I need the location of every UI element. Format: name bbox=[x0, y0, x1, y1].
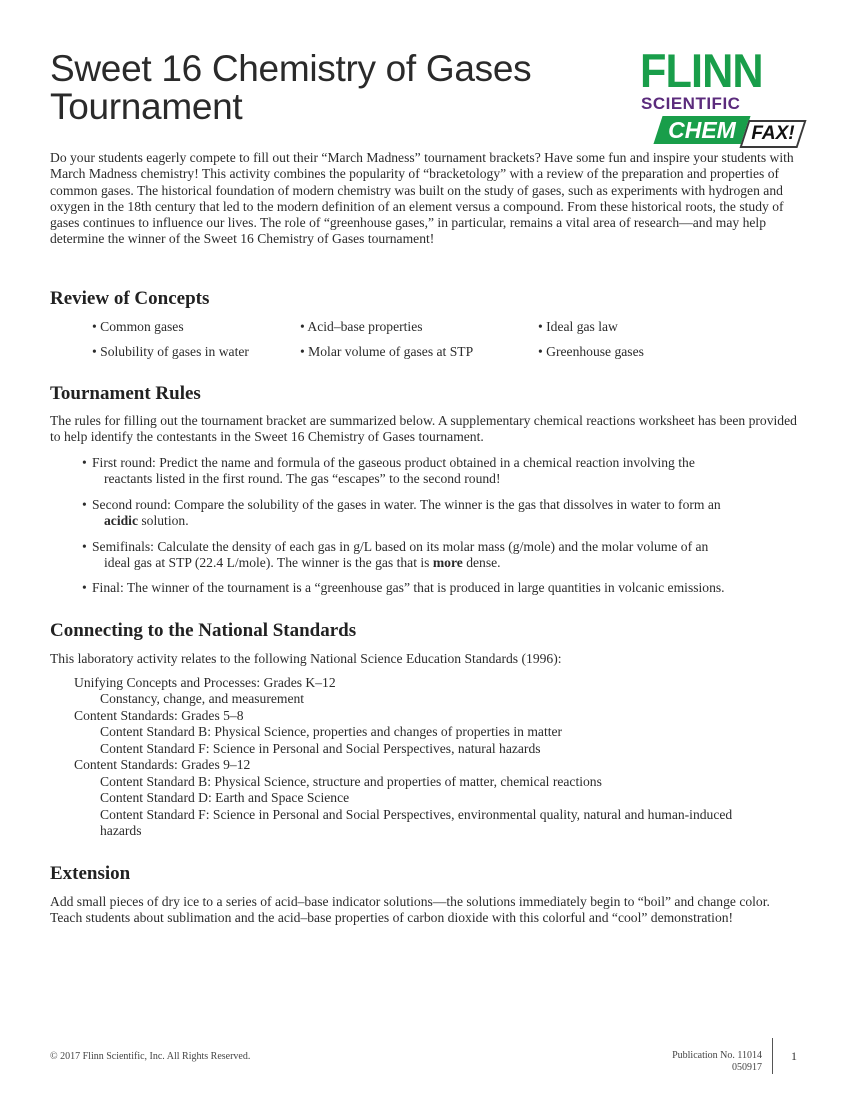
footer-divider bbox=[772, 1038, 773, 1074]
bullet: • bbox=[82, 539, 87, 554]
standard-line: Content Standards: Grades 9–12 bbox=[74, 757, 251, 772]
rule-line: Semifinals: Calculate the density of each gas in g/L based on its molar mass (g/mole) and the molar volume of an bbox=[92, 539, 709, 554]
intro-paragraph: Do your students eagerly compete to fill out their “March Madness” tournament brackets? Have some fun and inspire your students with March Madness chemistry! This activity combines the popularity of “bracketology” with a review of the preparation and properties of common gases. The historical foundation of modern chemistry was built on the study of gases, such as experiments with hydrogen and oxygen in the 18th century that led to the modern definition of an element versus a compound. From these historical roots, the study of gases continues to influence our lives. The role of “greenhouse gases,” in particular, remains a vital area of research—and may help determine the winner of the Sweet 16 Chemistry of Gases tournament! bbox=[50, 150, 794, 247]
concept-item: • Common gases bbox=[92, 319, 184, 334]
rule-line: ideal gas at STP (22.4 L/mole). The winner is the gas that is bbox=[104, 555, 433, 571]
concept-item: • Molar volume of gases at STP bbox=[300, 344, 474, 359]
logo-fax-text: FAX! bbox=[751, 123, 795, 144]
standard-line: Content Standard B: Physical Science, properties and changes of properties in matter bbox=[100, 724, 563, 739]
concept-item: • Greenhouse gases bbox=[538, 344, 644, 359]
concepts-heading: Review of Concepts bbox=[50, 288, 210, 309]
bullet: • bbox=[82, 580, 87, 595]
bullet: • bbox=[82, 455, 87, 470]
extension-paragraph: Add small pieces of dry ice to a series of acid–base indicator solutions—the solutions immediately begin to “boil” and change color. Teach students about sublimation and the acid–base properties of carbon dioxide with this colorful and “cool” demonstration! bbox=[50, 894, 770, 926]
emphasis-acidic: acidic bbox=[104, 513, 138, 529]
rule-line: solution. bbox=[137, 513, 189, 529]
rule-line: reactants listed in the first round. The gas “escapes” to the second round! bbox=[104, 471, 501, 487]
publication-number: Publication No. 11014 bbox=[672, 1050, 762, 1061]
rule-second-round bbox=[82, 497, 782, 530]
bullet: • bbox=[82, 497, 87, 512]
standard-line: Content Standard D: Earth and Space Science bbox=[100, 790, 350, 805]
extension-heading: Extension bbox=[50, 863, 131, 884]
standards-intro: This laboratory activity relates to the following National Science Education Standards (1996): bbox=[50, 651, 562, 666]
standards-heading: Connecting to the National Standards bbox=[50, 620, 357, 641]
logo-fax-badge bbox=[739, 120, 806, 148]
flinn-chemfax-logo bbox=[628, 44, 808, 154]
rule-line: dense. bbox=[462, 555, 501, 571]
title-line-1: Sweet 16 Chemistry of Gases bbox=[50, 48, 532, 89]
rule-final bbox=[82, 580, 782, 596]
title-line-2: Tournament bbox=[50, 86, 243, 127]
standard-line: hazards bbox=[100, 823, 142, 838]
rule-line: First round: Predict the name and formula of the gaseous product obtained in a chemical reaction involving the bbox=[92, 455, 695, 470]
publication-code: 050917 bbox=[732, 1062, 762, 1073]
logo-chem-text: CHEM bbox=[668, 117, 736, 143]
standard-line: Content Standard F: Science in Personal and Social Perspectives, environmental quality, natural and human-induced bbox=[100, 807, 733, 822]
standard-line: Constancy, change, and measurement bbox=[100, 691, 305, 706]
standard-line: Content Standards: Grades 5–8 bbox=[74, 708, 244, 723]
rules-heading: Tournament Rules bbox=[50, 383, 201, 404]
logo-chem-badge bbox=[653, 116, 750, 144]
concept-item: • Ideal gas law bbox=[538, 319, 618, 334]
rules-intro: The rules for filling out the tournament bracket are summarized below. A supplementary chemical reactions worksheet has been provided to help identify the contestants in the Sweet 16 Chemistry of Gases tournament. bbox=[50, 413, 797, 445]
rule-line: Second round: Compare the solubility of the gases in water. The winner is the gas that dissolves in water to form an bbox=[92, 497, 721, 512]
page-number: 1 bbox=[791, 1049, 797, 1063]
standard-line: Unifying Concepts and Processes: Grades K–12 bbox=[74, 675, 336, 690]
publication-info bbox=[672, 1050, 762, 1074]
emphasis-more: more bbox=[432, 555, 463, 571]
logo-flinn-text: FLINN bbox=[640, 44, 763, 97]
rule-line: Final: The winner of the tournament is a “greenhouse gas” that is produced in large quantities in volcanic emissions. bbox=[92, 580, 725, 595]
copyright-notice: © 2017 Flinn Scientific, Inc. All Rights Reserved. bbox=[50, 1051, 251, 1062]
standard-line: Content Standard B: Physical Science, structure and properties of matter, chemical reactions bbox=[100, 774, 602, 789]
concept-item: • Acid–base properties bbox=[300, 319, 423, 334]
concept-item: • Solubility of gases in water bbox=[92, 344, 249, 359]
logo-scientific-text: SCIENTIFIC bbox=[641, 94, 741, 113]
rule-semifinals bbox=[82, 539, 782, 572]
page-title bbox=[50, 50, 531, 126]
rule-first-round bbox=[82, 455, 782, 488]
standard-line: Content Standard F: Science in Personal and Social Perspectives, natural hazards bbox=[100, 741, 541, 756]
